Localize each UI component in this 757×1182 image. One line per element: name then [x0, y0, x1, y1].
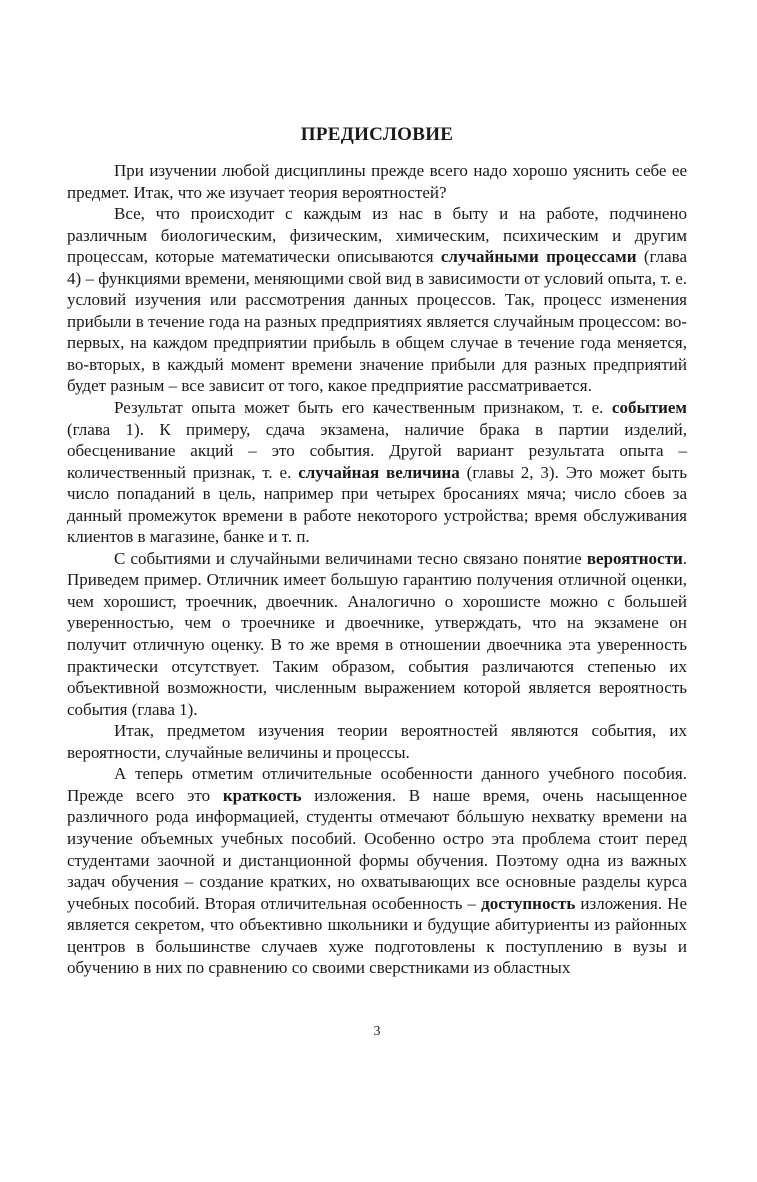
text-run: (глава 1). К примеру, сдача экзамена, наличие брака в партии изделий, обесценивание акций – это события. Другой вариант результата опыта – количественный признак, т. е. [67, 419, 687, 482]
text-run: Итак, предметом изучения теории вероятностей являются события, их вероятности, случайные величины и процессы. [67, 721, 687, 762]
paragraph [67, 763, 687, 978]
paragraph [67, 548, 687, 720]
book-page [67, 0, 687, 1182]
page-title: ПРЕДИСЛОВИЕ [300, 124, 454, 145]
paragraph [67, 720, 687, 763]
page-number: 3 [373, 1024, 381, 1039]
text-run: Все, что происходит с каждым из нас в быту и на работе, подчинено различным биологическим, физическим, химическим, психическим и другим процессам, которые математически описываются [67, 204, 687, 267]
bold-term: доступность [481, 893, 576, 913]
bold-term: вероятности [586, 548, 683, 568]
text-run: изложения. Не является секретом, что объективно школьники и будущие абитуриенты из районных центров в большинстве случаев хуже подготовлены к поступлению в вузы и обучению в них по сравнению со своими сверстниками из областных [67, 893, 687, 978]
bold-term: краткость [222, 785, 302, 805]
text-run: изложения. В наше время, очень насыщенное различного рода информацией, студенты отмечают бóльшую нехватку времени на изучение объемных учебных пособий. Особенно остро эта проблема стоит перед студентами заочной и дистанционной формы обучения. Поэтому одна из важных задач обучения – создание кратких, но охватывающих все основные разделы курса учебных пособий. Вторая отличительная особенность – [67, 785, 687, 913]
text-run: (главы 2, 3). Это может быть число попаданий в цель, например при четырех бросаниях мяча; число сбоев за данный промежуток времени в работе некоторого устройства; время обслуживания клиентов в магазине, банке и т. п. [67, 462, 687, 547]
text-run: С событиями и случайными величинами тесно связано понятие [114, 548, 587, 568]
paragraph [67, 397, 687, 548]
text-run: Результат опыта может быть его качественным признаком, т. е. [114, 398, 612, 418]
bold-term: событием [611, 398, 687, 418]
bold-term: случайная величина [298, 462, 460, 482]
text-run: . Приведем пример. Отличник имеет большую гарантию получения отличной оценки, чем хорошист, троечник, двоечник. Аналогично о хорошисте можно с большей уверенностью, чем о троечнике и двоечнике, утверждать, что на экзамене он получит отличную оценку. В то же время в отношении двоечника эта уверенность практически отсутствует. Таким образом, события различаются степенью их объективной возможности, численным выражением которой является вероятность события (глава 1). [67, 548, 687, 719]
text-run: А теперь отметим отличительные особенности данного учебного пособия. Прежде всего это [67, 764, 687, 805]
text-run: При изучении любой дисциплины прежде всего надо хорошо уяснить себе ее предмет. Итак, что же изучает теория вероятностей? [67, 161, 687, 202]
body-text [67, 160, 687, 979]
paragraph [67, 160, 687, 203]
paragraph [67, 203, 687, 397]
text-run: (глава 4) – функциями времени, меняющими свой вид в зависимости от условий опыта, т. е. условий изучения или рассмотрения данных процессов. Так, процесс изменения прибыли в течение года на разных предприятиях является случайным процессом: во-первых, на каждом предприятии прибыль в общем случае в течение года меняется, во-вторых, в каждый момент времени значение прибыли для разных предприятий будет разным – все зависит от того, какое предприятие рассматривается. [67, 247, 687, 396]
bold-term: случайными процессами [440, 247, 637, 267]
